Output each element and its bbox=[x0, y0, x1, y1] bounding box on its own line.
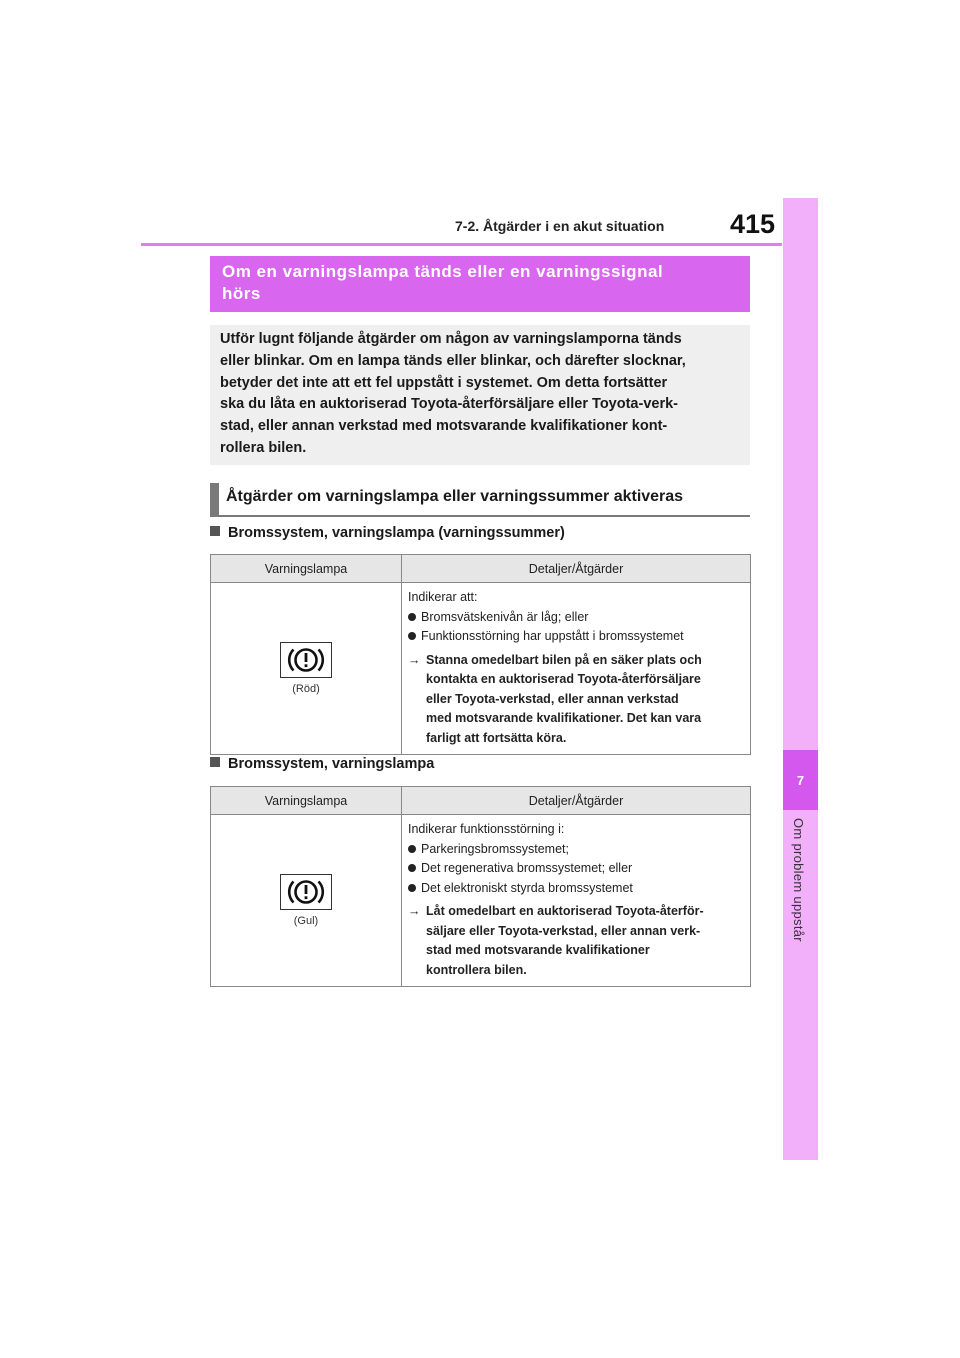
section-title-line2: hörs bbox=[222, 284, 261, 303]
list-item: Det elektroniskt styrda bromssystemet bbox=[408, 879, 744, 899]
arrow-icon: → bbox=[408, 904, 421, 918]
intro-line: eller blinkar. Om en lampa tänds eller blinkar, och därefter slocknar, bbox=[220, 352, 686, 369]
chapter-number-tab bbox=[783, 750, 818, 810]
warning-lamp-table bbox=[210, 554, 751, 755]
lamp-color-label: (Röd) bbox=[292, 683, 320, 695]
action-text: → Låt omedelbart en auktoriserad Toyota-återför- säljare eller Toyota-verkstad, eller annan verk- stad med motsvarande kvalifikationer kontrollera bilen. bbox=[408, 902, 744, 980]
intro-line: Utför lugnt följande åtgärder om någon av varningslamporna tänds bbox=[220, 331, 682, 347]
intro-line: stad, eller annan verkstad med motsvarande kvalifikationer kont- bbox=[220, 418, 668, 435]
bullet-dot-icon bbox=[408, 845, 416, 853]
intro-line: rollera bilen. bbox=[220, 439, 307, 456]
column-header: Detaljer/Åtgärder bbox=[402, 787, 751, 815]
section-banner bbox=[210, 256, 750, 312]
chapter-label: Om problem uppstår bbox=[791, 818, 806, 942]
chapter-number: 7 bbox=[796, 772, 805, 788]
table-header-row bbox=[211, 555, 751, 583]
bullet-dot-icon bbox=[408, 632, 416, 640]
bullet-dot-icon bbox=[408, 884, 416, 892]
bullet-dot-icon bbox=[408, 864, 416, 872]
item-heading-text: Bromssystem, varningslampa (varningssummer) bbox=[228, 525, 565, 541]
page-number: 415 bbox=[730, 209, 776, 239]
list-item: Det regenerativa bromssystemet; eller bbox=[408, 859, 744, 879]
intro-line: betyder det inte att ett fel uppstått i systemet. Om detta fortsätter bbox=[220, 374, 668, 391]
item-heading-brake-system bbox=[210, 756, 434, 772]
chapter-side-tab bbox=[783, 198, 818, 1160]
brake-warning-icon bbox=[280, 642, 332, 678]
item-heading-text: Bromssystem, varningslampa bbox=[228, 756, 435, 772]
table-row bbox=[211, 583, 751, 755]
column-header: Varningslampa bbox=[211, 787, 402, 815]
item-heading-brake-system-buzzer bbox=[210, 525, 565, 541]
table-header-row bbox=[211, 787, 751, 815]
header-title: 7-2. Åtgärder i en akut situation bbox=[455, 218, 665, 234]
header-rule bbox=[141, 243, 782, 246]
square-bullet-icon bbox=[210, 757, 220, 767]
details-intro: Indikerar funktionsstörning i: bbox=[408, 822, 565, 836]
column-header: Varningslampa bbox=[211, 555, 402, 583]
list-item: Parkeringsbromssystemet; bbox=[408, 840, 744, 860]
warning-lamp-table bbox=[210, 786, 751, 987]
brake-warning-icon bbox=[280, 874, 332, 910]
list-item: Funktionsstörning har uppstått i bromssystemet bbox=[408, 627, 744, 647]
details-intro: Indikerar att: bbox=[408, 590, 478, 604]
lamp-cell bbox=[211, 583, 402, 755]
column-header: Detaljer/Åtgärder bbox=[402, 555, 751, 583]
square-bullet-icon bbox=[210, 526, 220, 536]
intro-box bbox=[210, 325, 750, 465]
bullet-dot-icon bbox=[408, 613, 416, 621]
arrow-icon: → bbox=[408, 652, 421, 667]
lamp-cell bbox=[211, 815, 402, 987]
table-row bbox=[211, 815, 751, 987]
section-title-line1: Om en varningslampa tänds eller en varningssignal bbox=[222, 262, 664, 281]
details-cell bbox=[402, 583, 751, 755]
action-text: → Stanna omedelbart bilen på en säker plats och kontakta en auktoriserad Toyota-återförsäljare eller Toyota-verkstad, eller annan verkstad med motsvarande kvalifikationer. Det kan vara farligt att fortsätta köra. bbox=[408, 651, 744, 749]
list-item: Bromsvätskenivån är låg; eller bbox=[408, 608, 744, 628]
subsection-heading: Åtgärder om varningslampa eller varningssummer aktiveras bbox=[210, 483, 750, 517]
details-cell bbox=[402, 815, 751, 987]
lamp-color-label: (Gul) bbox=[293, 915, 319, 927]
intro-line: ska du låta en auktoriserad Toyota-återförsäljare eller Toyota-verk- bbox=[220, 396, 678, 413]
